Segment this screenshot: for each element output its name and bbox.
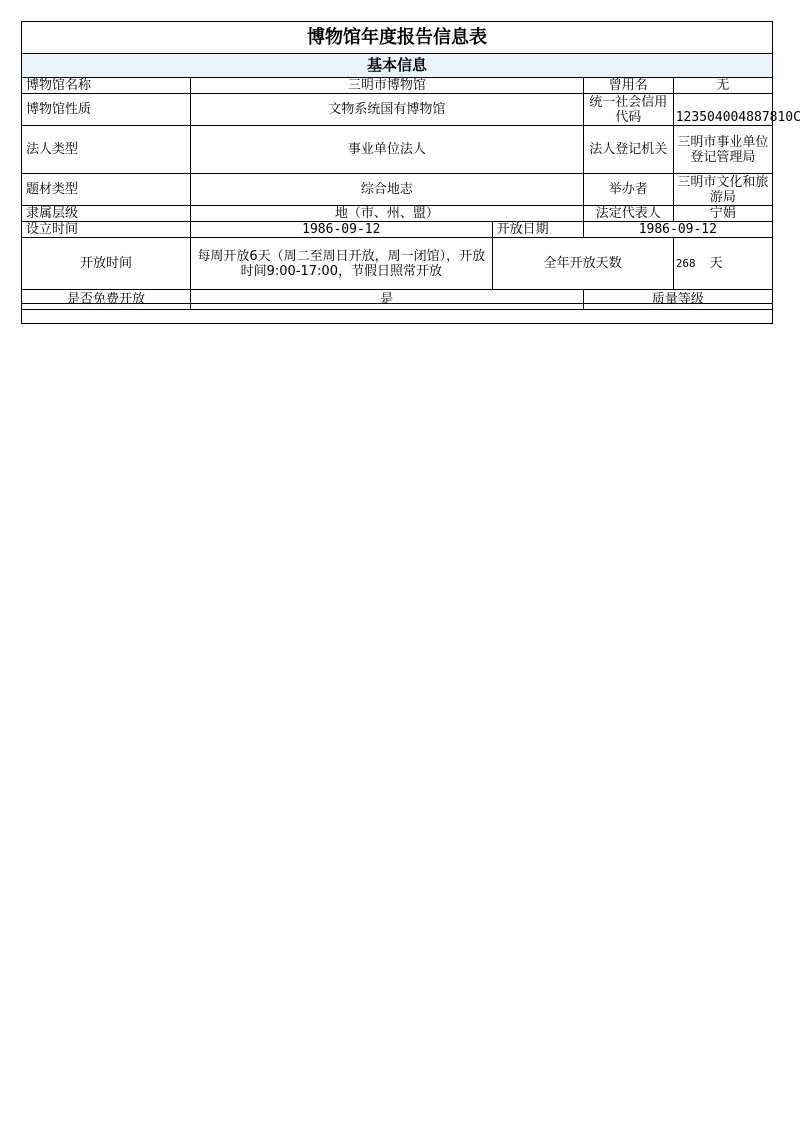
- opening-hours: 每周开放6天（周二至周日开放，周一闭馆），开放时间9:00-17:00，节假日照常开放: [191, 238, 493, 290]
- legal-type-label: 法人类型: [22, 126, 191, 174]
- quality-grade: [22, 304, 773, 324]
- registration-org: 三明市事业单位登记管理局: [673, 126, 772, 174]
- registration-org-label: 法人登记机关: [583, 126, 673, 174]
- former-name-label: 曾用名: [583, 78, 673, 94]
- days-unit: 天: [709, 256, 723, 271]
- legal-rep: 宁娟: [673, 206, 772, 222]
- credit-code: 123504004887810C: [673, 94, 772, 126]
- theme-type: 综合地志: [191, 174, 584, 206]
- established-label: 设立时间: [22, 222, 191, 238]
- museum-report-table: [21, 21, 801, 310]
- legal-rep-label: 法定代表人: [583, 206, 673, 222]
- free-open-label: 是否免费开放: [22, 290, 191, 310]
- former-name: 无: [673, 78, 772, 94]
- annual-open-days: 268: [675, 257, 696, 270]
- established-date: 1986-09-12: [191, 222, 493, 238]
- museum-name: 三明市博物馆: [191, 78, 584, 94]
- museum-report-table-lower: [21, 303, 773, 324]
- open-date: 1986-09-12: [583, 222, 772, 238]
- free-open: 是: [191, 290, 584, 310]
- affiliation-level-label: 隶属层级: [22, 206, 191, 222]
- affiliation-level: 地（市、州、盟）: [191, 206, 584, 222]
- legal-type: 事业单位法人: [191, 126, 584, 174]
- quality-grade-label: 质量等级: [583, 290, 772, 310]
- section-basic-info: 基本信息: [22, 54, 773, 78]
- open-date-label: 开放日期: [492, 222, 583, 238]
- theme-type-label: 题材类型: [22, 174, 191, 206]
- host: 三明市文化和旅游局: [673, 174, 772, 206]
- host-label: 举办者: [583, 174, 673, 206]
- annual-open-days-label: 全年开放天数: [492, 238, 673, 290]
- opening-hours-label: 开放时间: [22, 238, 191, 290]
- museum-nature-label: 博物馆性质: [22, 94, 191, 126]
- museum-nature: 文物系统国有博物馆: [191, 94, 584, 126]
- credit-code-label: 统一社会信用代码: [583, 94, 673, 126]
- museum-name-label: 博物馆名称: [22, 78, 191, 94]
- report-title: 博物馆年度报告信息表: [22, 22, 773, 54]
